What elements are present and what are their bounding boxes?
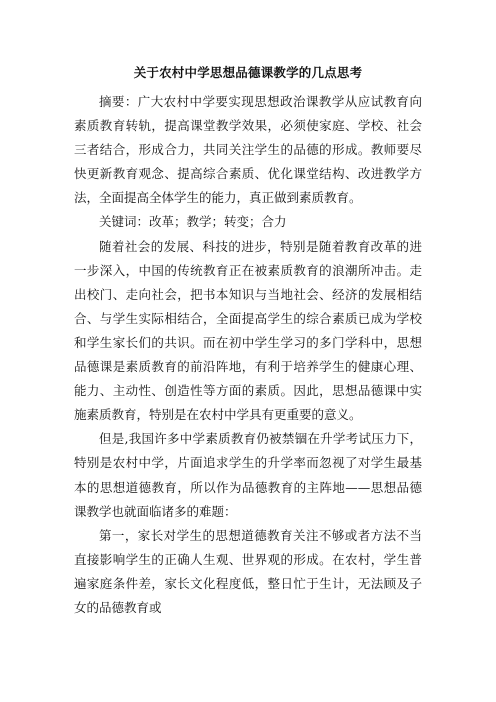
abstract-paragraph: 摘要：广大农村中学要实现思想政治课教学从应试教育向素质教育转轨，提高课堂教学效果，必须使家庭、学校、社会三者结合，形成合力，共同关注学生的品德的形成。教师要尽快更新教育观念、提高综合素质、优化课堂结构、改进教学方法，全面提高全体学生的能力，真正做到素质教育。 bbox=[74, 94, 422, 206]
keywords-paragraph: 关键词：改革；教学；转变；合力 bbox=[99, 214, 287, 230]
document-body bbox=[74, 90, 422, 620]
body-paragraph: 但是,我国许多中学素质教育仍被禁锢在升学考试压力下，特别是农村中学，片面追求学生的升学率而忽视了对学生最基本的思想道德教育，所以作为品德教育的主阵地——思想品德课教学也就面临诸多的难题： bbox=[74, 431, 422, 519]
body-paragraph: 第一，家长对学生的思想道德教育关注不够或者方法不当直接影响学生的正确人生观、世界观的形成。在农村，学生普遍家庭条件差，家长文化程度低，整日忙于生计，无法顾及子女的品德教育或 bbox=[74, 527, 422, 615]
document-title: 关于农村中学思想品德课教学的几点思考 bbox=[133, 65, 363, 80]
body-paragraph: 随着社会的发展、科技的进步，特别是随着教育改革的进一步深入，中国的传统教育正在被素质教育的浪潮所冲击。走出校门、走向社会，把书本知识与当地社会、经济的发展相结合、与学生实际相结合，全面提高学生的综合素质已成为学校和学生家长们的共识。而在初中学生学习的多门学科中，思想品德课是素质教育的前沿阵地，有利于培养学生的健康心理、能力、主动性、创造性等方面的素质。因此，思想品德课中实施素质教育，特别是在农村中学具有更重要的意义。 bbox=[74, 238, 422, 423]
